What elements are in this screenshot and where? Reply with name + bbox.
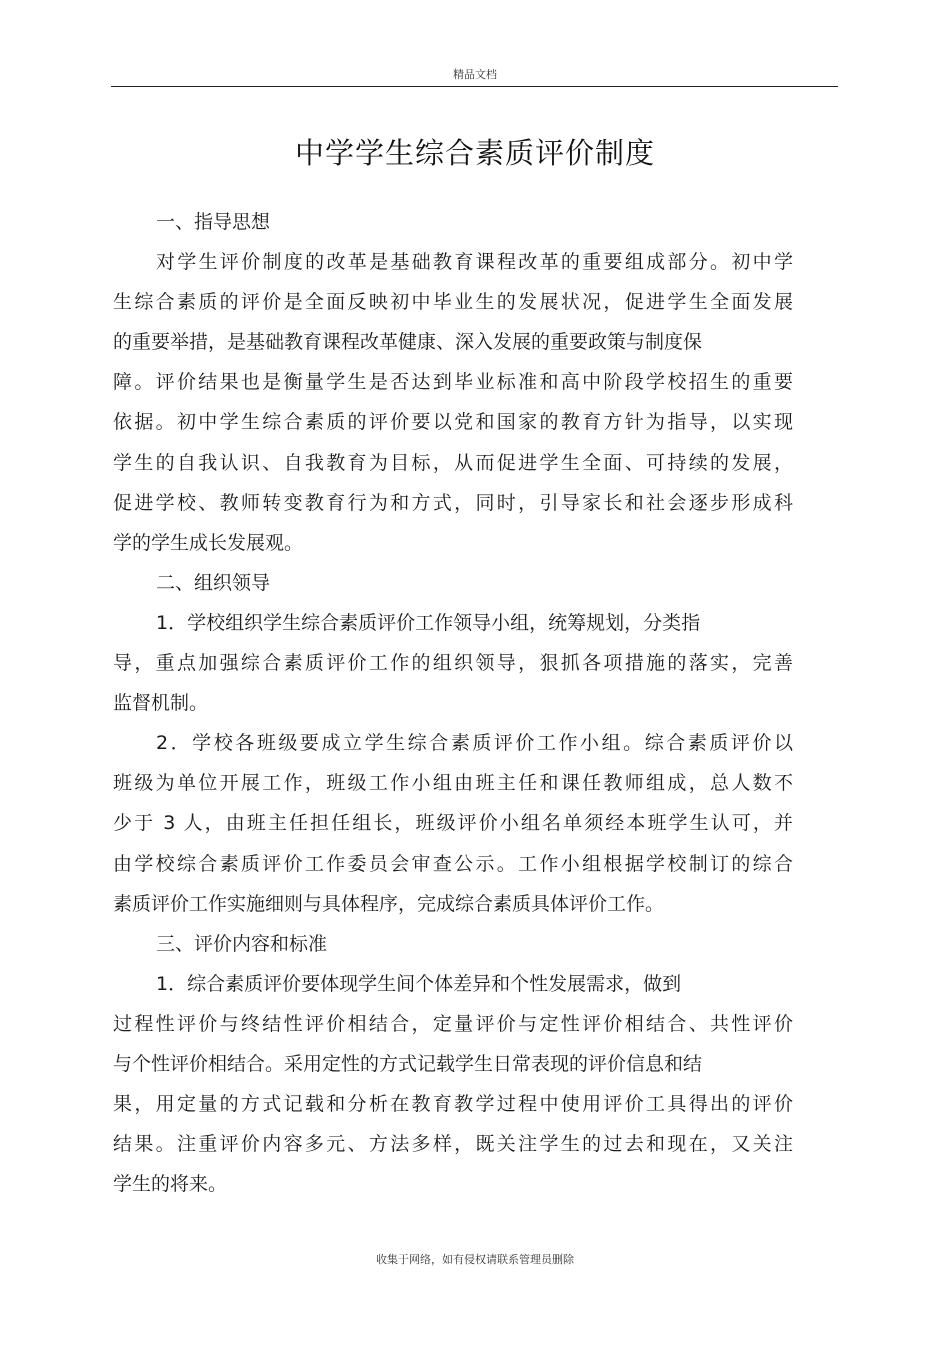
text-line: 过程性评价与终结性评价相结合，定量评价与定性评价相结合、共性评价 bbox=[113, 1012, 793, 1035]
header-divider bbox=[111, 86, 838, 87]
text-line: 一、指导思想 bbox=[156, 211, 271, 233]
text-line: 素质评价工作实施细则与具体程序，完成综合素质具体评价工作。 bbox=[113, 892, 665, 915]
text-line: 1．综合素质评价要体现学生间个体差异和个性发展需求，做到 bbox=[156, 972, 682, 995]
text-line: 的重要举措，是基础教育课程改革健康、深入发展的重要政策与制度保 bbox=[113, 331, 703, 354]
text-line: 少于 3 人，由班主任担任组长，班级评价小组名单须经本班学生认可，并 bbox=[113, 812, 793, 835]
text-line: 与个性评价相结合。采用定性的方式记载学生日常表现的评价信息和结 bbox=[113, 1052, 703, 1075]
text-line: 对学生评价制度的改革是基础教育课程改革的重要组成部分。初中学 bbox=[156, 251, 793, 274]
text-line: 三、评价内容和标准 bbox=[156, 932, 328, 955]
page-footer: 收集于网络，如有侵权请联系管理员删除 bbox=[376, 1253, 574, 1266]
text-line: 导，重点加强综合素质评价工作的组织领导，狠抓各项措施的落实，完善 bbox=[113, 652, 793, 675]
text-line: 果，用定量的方式记载和分析在教育教学过程中使用评价工具得出的评价 bbox=[113, 1093, 793, 1116]
text-line: 学的学生成长发展观。 bbox=[113, 531, 304, 554]
text-line: 结果。注重评价内容多元、方法多样，既关注学生的过去和现在，又关注 bbox=[113, 1133, 793, 1156]
text-line: 促进学校、教师转变教育行为和方式，同时，引导家长和社会逐步形成科 bbox=[113, 491, 793, 514]
text-line: 生综合素质的评价是全面反映初中毕业生的发展状况，促进学生全面发展 bbox=[113, 291, 793, 314]
page-header: 精品文档 bbox=[453, 68, 497, 81]
text-line: 2．学校各班级要成立学生综合素质评价工作小组。综合素质评价以 bbox=[156, 732, 793, 755]
text-line: 监督机制。 bbox=[113, 692, 209, 715]
text-line: 二、组织领导 bbox=[156, 571, 271, 594]
text-line: 1．学校组织学生综合素质评价工作领导小组，统筹规划，分类指 bbox=[156, 611, 701, 634]
document-title: 中学学生综合素质评价制度 bbox=[294, 136, 655, 171]
text-line: 学生的自我认识、自我教育为目标，从而促进学生全面、可持续的发展， bbox=[113, 451, 793, 474]
text-line: 由学校综合素质评价工作委员会审查公示。工作小组根据学校制订的综合 bbox=[113, 852, 793, 875]
text-line: 障。评价结果也是衡量学生是否达到毕业标准和高中阶段学校招生的重要 bbox=[113, 371, 793, 394]
text-line: 依据。初中学生综合素质的评价要以党和国家的教育方针为指导，以实现 bbox=[113, 411, 793, 434]
text-line: 班级为单位开展工作，班级工作小组由班主任和课任教师组成，总人数不 bbox=[113, 772, 793, 795]
document-body bbox=[113, 202, 793, 1204]
text-line: 学生的将来。 bbox=[113, 1173, 228, 1196]
